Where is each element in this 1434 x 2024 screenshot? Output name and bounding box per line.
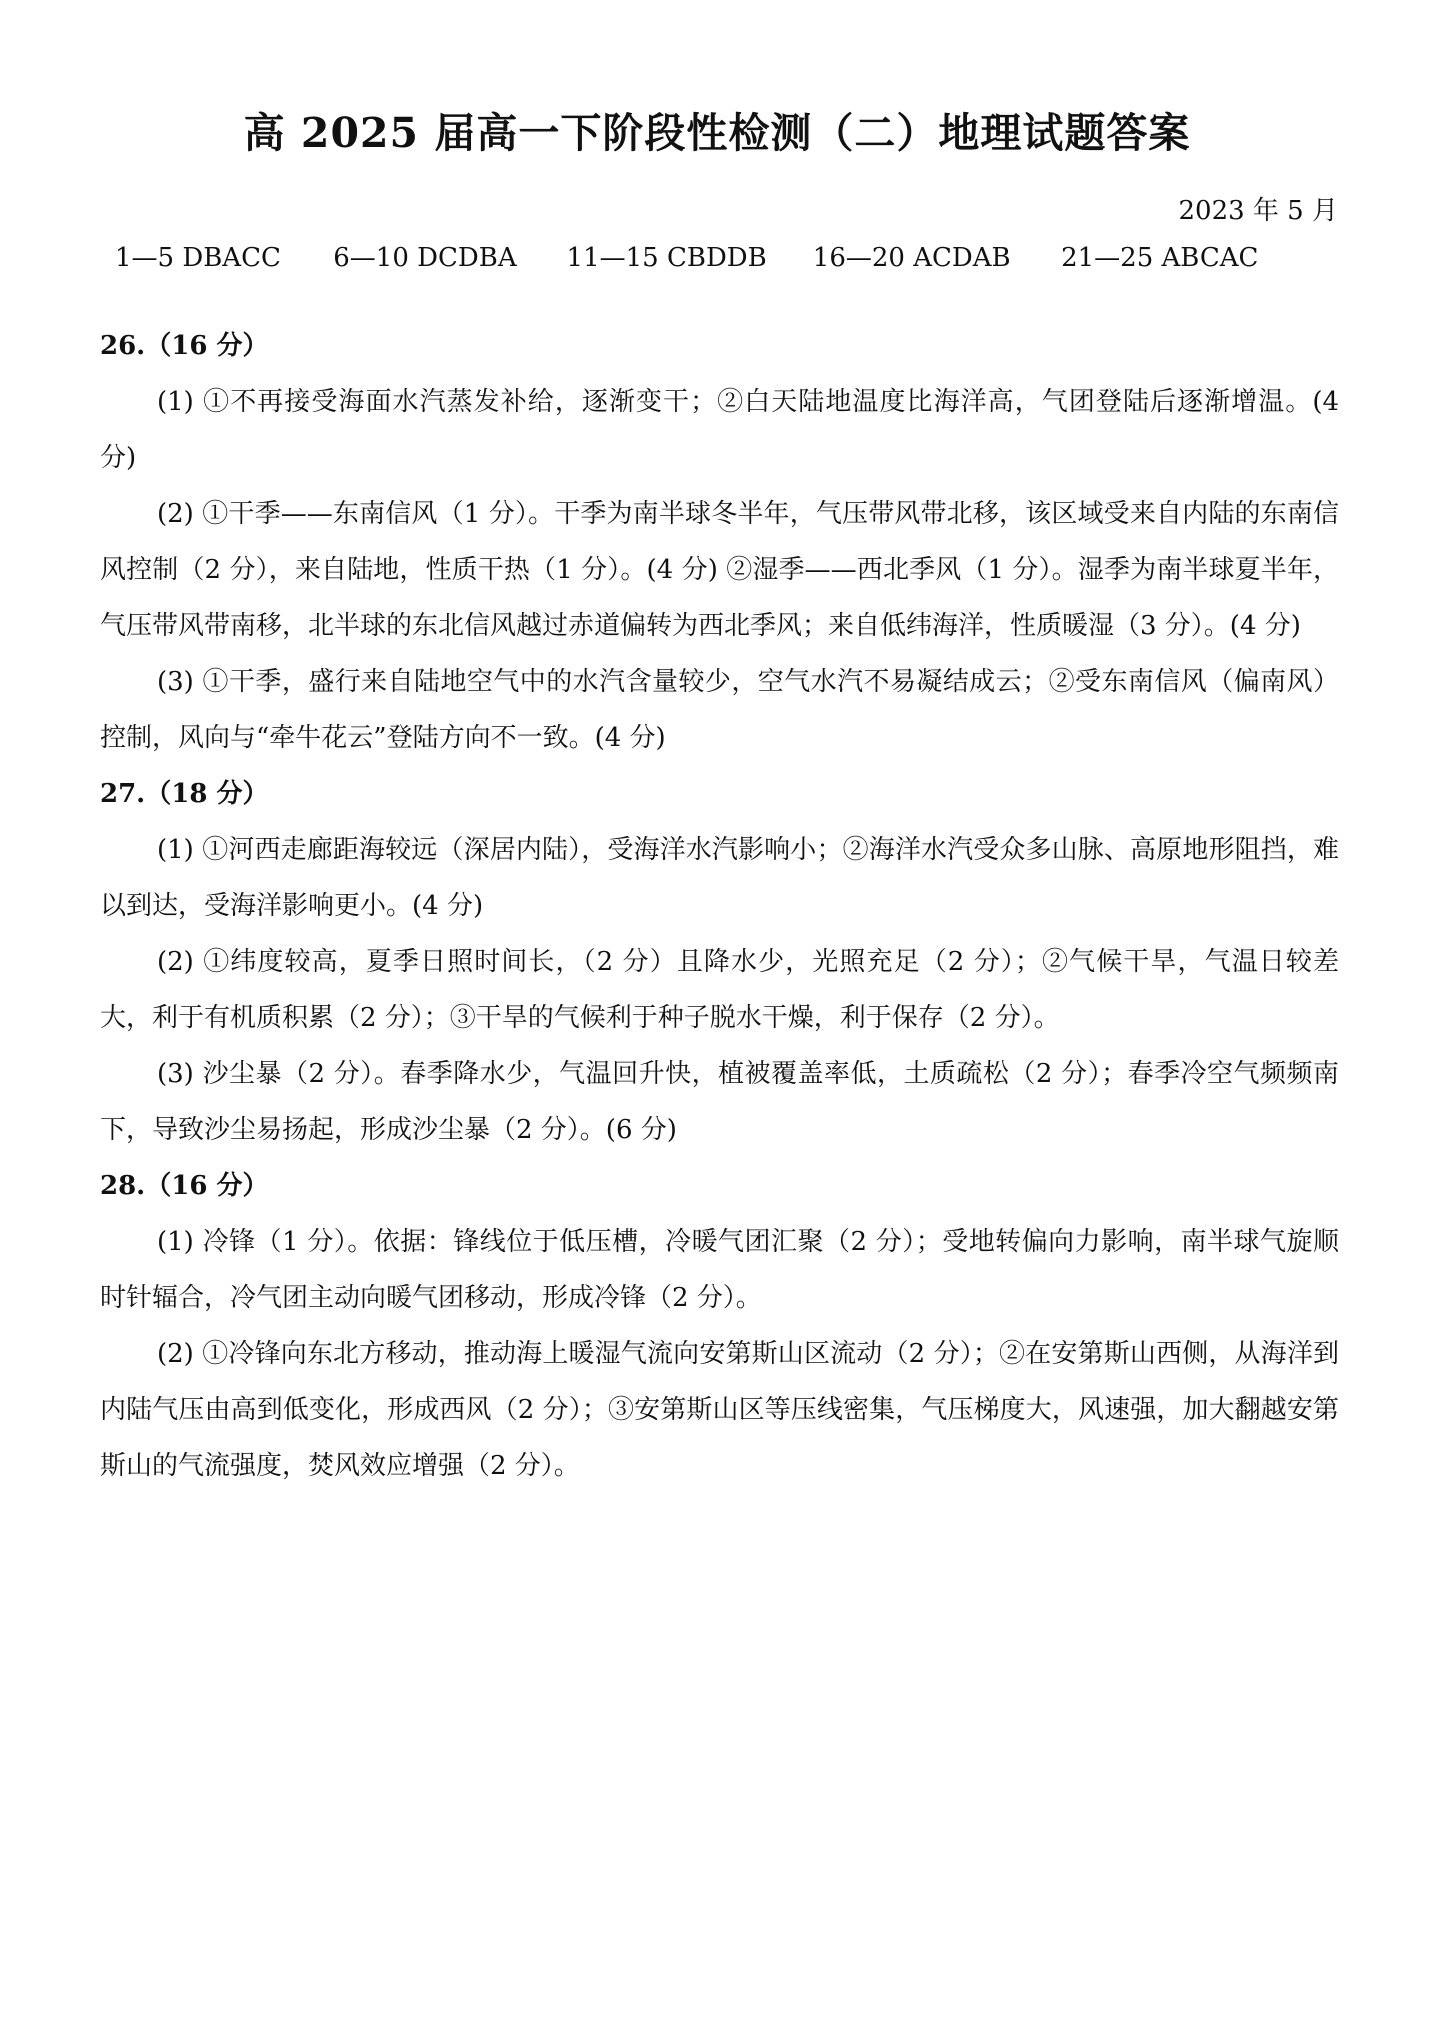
answer-part: (1) 冷锋（1 分）。依据：锋线位于低压槽，冷暖气团汇聚（2 分）；受地转偏向力影响，南半球气旋顺时针辐合，冷气团主动向暖气团移动，形成冷锋（2 分）。 xyxy=(100,1227,1339,1313)
multiple-choice-answers xyxy=(115,243,1291,273)
answer-part: (2) ①干季——东南信风（1 分）。干季为南半球冬半年，气压带风带北移，该区域受来自内陆的东南信风控制（2 分），来自陆地，性质干热（1 分）。(4 分) ②湿季——西北季风（1 分）。湿季为南半球夏半年，气压带风带南移，北半球的东北信风越过赤道偏转为西北季风；来自低纬海洋，性质暖湿（3 分）。(4 分) xyxy=(100,499,1339,641)
answer-part: (1) ①不再接受海面水汽蒸发补给，逐渐变干；②白天陆地温度比海洋高，气团登陆后逐渐增温。(4 分) xyxy=(100,387,1339,473)
exam-date: 2023 年 5 月 xyxy=(1178,196,1338,226)
answer-body xyxy=(100,318,1339,1494)
page-title: 高 2025 届高一下阶段性检测（二）地理试题答案 xyxy=(243,109,1191,157)
question-27 xyxy=(100,766,1339,1158)
answer-part: (3) ①干季，盛行来自陆地空气中的水汽含量较少，空气水汽不易凝结成云；②受东南信风（偏南风）控制，风向与“牵牛花云”登陆方向不一致。(4 分) xyxy=(100,667,1339,753)
answer-part: (2) ①纬度较高，夏季日照时间长，（2 分）且降水少，光照充足（2 分）；②气候干旱，气温日较差大，利于有机质积累（2 分）；③干旱的气候利于种子脱水干燥，利于保存（2 分）。 xyxy=(100,947,1339,1033)
mc-answer-group: 21—25 ABCAC xyxy=(1061,243,1259,273)
question-26 xyxy=(100,318,1339,766)
mc-answer-group: 11—15 CBDDB xyxy=(566,243,767,273)
mc-answer-group: 6—10 DCDBA xyxy=(333,243,517,273)
mc-answer-group: 16—20 ACDAB xyxy=(812,243,1011,273)
question-28 xyxy=(100,1158,1339,1494)
question-heading: 26.（16 分） xyxy=(100,331,269,361)
question-heading: 27.（18 分） xyxy=(100,779,269,809)
answer-part: (1) ①河西走廊距海较远（深居内陆），受海洋水汽影响小；②海洋水汽受众多山脉、高原地形阻挡，难以到达，受海洋影响更小。(4 分) xyxy=(100,835,1339,921)
mc-answer-group: 1—5 DBACC xyxy=(115,243,281,273)
answer-part: (2) ①冷锋向东北方移动，推动海上暖湿气流向安第斯山区流动（2 分）；②在安第斯山西侧，从海洋到内陆气压由高到低变化，形成西风（2 分）；③安第斯山区等压线密集，气压梯度大，风速强，加大翻越安第斯山的气流强度，焚风效应增强（2 分）。 xyxy=(100,1339,1339,1481)
question-heading: 28.（16 分） xyxy=(100,1171,269,1201)
answer-part: (3) 沙尘暴（2 分）。春季降水少，气温回升快，植被覆盖率低，土质疏松（2 分）；春季冷空气频频南下，导致沙尘易扬起，形成沙尘暴（2 分）。(6 分) xyxy=(100,1059,1339,1145)
